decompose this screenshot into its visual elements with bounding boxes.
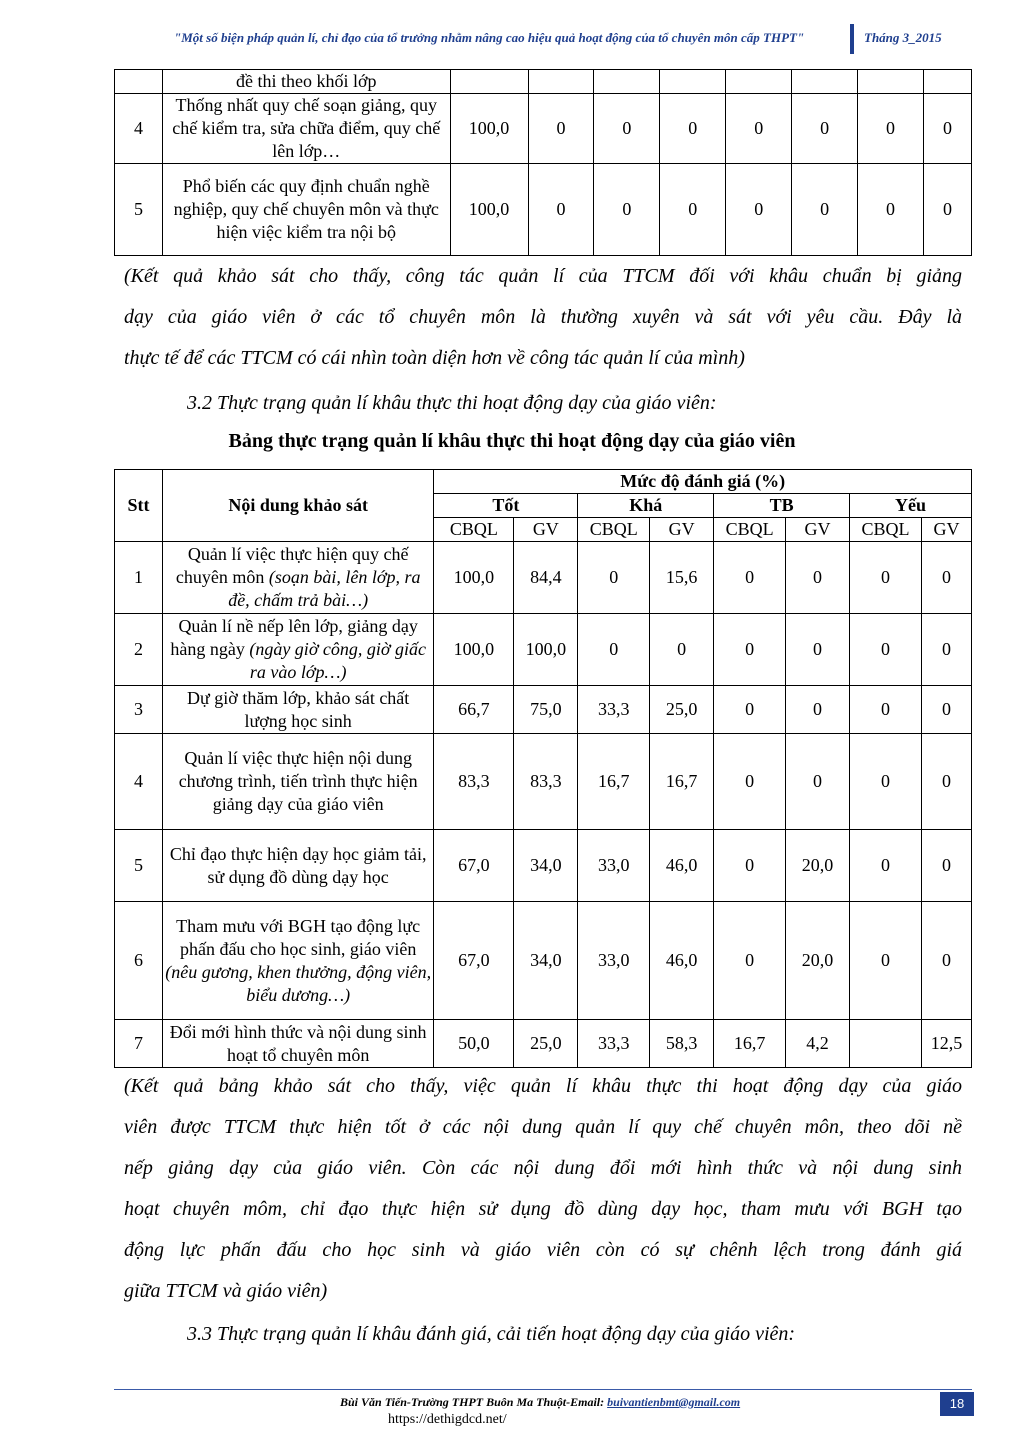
content-text: Dự giờ thăm lớp, khảo sát chất lượng học sinh [187, 687, 410, 731]
value-cell: 100,0 [450, 164, 528, 256]
value-cell: 0 [850, 734, 922, 830]
content-text: Tham mưu với BGH tạo động lực phấn đấu cho học sinh, giáo viên [176, 915, 421, 959]
value-cell: 0 [786, 542, 850, 614]
stt-cell: 5 [115, 164, 163, 256]
content-text: Quản lí nề nếp lên lớp, giảng dạy hàng ngày [170, 616, 418, 659]
value-cell: 0 [786, 614, 850, 686]
content-cell [162, 686, 433, 734]
header-sub: CBQL [434, 518, 514, 542]
header-sub: CBQL [850, 518, 922, 542]
value-cell: 0 [594, 164, 660, 256]
value-cell: 33,3 [578, 686, 650, 734]
stt-cell: 5 [115, 830, 163, 902]
value-cell: 25,0 [514, 1020, 578, 1068]
value-cell: 20,0 [786, 830, 850, 902]
value-cell: 0 [714, 686, 786, 734]
value-cell: 0 [850, 686, 922, 734]
stt-cell: 1 [115, 542, 163, 614]
value-cell: 16,7 [650, 734, 714, 830]
value-cell: 34,0 [514, 902, 578, 1020]
value-cell: 0 [650, 614, 714, 686]
value-cell: 25,0 [650, 686, 714, 734]
value-cell: 100,0 [450, 94, 528, 164]
header-sub: CBQL [578, 518, 650, 542]
value-cell: 0 [578, 614, 650, 686]
value-cell: 0 [792, 94, 858, 164]
value-cell: 0 [792, 164, 858, 256]
value-cell [923, 70, 971, 94]
value-cell [858, 70, 924, 94]
stt-cell: 2 [115, 614, 163, 686]
value-cell: 0 [850, 902, 922, 1020]
value-cell: 0 [578, 542, 650, 614]
paragraph-line: hoạt chuyên môm, chỉ đạo thực hiện sử dụng đồ dùng dạy học, tham mưu với BGH tạo [124, 1198, 962, 1220]
content-cell [162, 830, 433, 902]
paragraph-line: (Kết quả khảo sát cho thấy, công tác quản lí của TTCM đối với khâu chuẩn bị giảng [124, 265, 962, 287]
value-cell: 33,0 [578, 830, 650, 902]
value-cell: 0 [921, 686, 971, 734]
content-note: (ngày giờ công, giờ giấc ra vào lớp…) [249, 639, 427, 682]
value-cell: 0 [921, 734, 971, 830]
value-cell: 58,3 [650, 1020, 714, 1068]
stt-cell: 4 [115, 94, 163, 164]
content-cell [162, 902, 433, 1020]
paragraph-line: giữa TTCM và giáo viên) [124, 1280, 328, 1302]
value-cell: 0 [528, 164, 594, 256]
content-note: (soạn bài, lên lớp, ra đề, chấm trả bài…) [228, 567, 421, 610]
value-cell: 0 [850, 830, 922, 902]
value-cell [660, 70, 726, 94]
result-paragraph-2 [124, 1066, 962, 1312]
value-cell: 66,7 [434, 686, 514, 734]
value-cell: 100,0 [434, 542, 514, 614]
header-sub: GV [650, 518, 714, 542]
value-cell: 67,0 [434, 902, 514, 1020]
paragraph-line: động lực phấn đấu cho học sinh và giáo viên còn có sự chênh lệch trong đánh giá [124, 1239, 962, 1261]
header-stt: Stt [115, 470, 163, 542]
value-cell [726, 70, 792, 94]
content-cell: đề thi theo khối lớp [162, 70, 450, 94]
section-heading-3-3: 3.3 Thực trạng quản lí khâu đánh giá, cải tiến hoạt động dạy của giáo viên: [187, 1323, 796, 1345]
value-cell: 46,0 [650, 830, 714, 902]
value-cell: 0 [921, 830, 971, 902]
page-number: 18 [940, 1392, 974, 1416]
value-cell: 0 [923, 94, 971, 164]
value-cell: 50,0 [434, 1020, 514, 1068]
value-cell [594, 70, 660, 94]
table-row [115, 70, 972, 94]
value-cell: 100,0 [514, 614, 578, 686]
content-text: Quản lí việc thực hiện nội dung chương trình, tiến trình thực hiện giảng dạy của giáo viên [178, 748, 418, 814]
value-cell: 0 [714, 734, 786, 830]
value-cell [450, 70, 528, 94]
value-cell: 75,0 [514, 686, 578, 734]
header-level: TB [714, 494, 850, 518]
value-cell: 0 [850, 614, 922, 686]
value-cell [850, 1020, 922, 1068]
table-row [115, 902, 972, 1020]
header-level: Khá [578, 494, 714, 518]
content-cell [162, 542, 433, 614]
table-caption: Bảng thực trạng quản lí khâu thực thi hoạt động dạy của giáo viên [228, 430, 796, 452]
stt-cell [115, 70, 163, 94]
value-cell: 46,0 [650, 902, 714, 1020]
content-text: Đổi mới hình thức và nội dung sinh hoạt tổ chuyên môn [169, 1021, 427, 1065]
value-cell: 20,0 [786, 902, 850, 1020]
section-heading-3-2: 3.2 Thực trạng quản lí khâu thực thi hoạt động dạy của giáo viên: [187, 392, 717, 414]
value-cell: 16,7 [578, 734, 650, 830]
value-cell: 0 [726, 164, 792, 256]
header-separator [850, 24, 854, 54]
stt-cell: 3 [115, 686, 163, 734]
content-cell [162, 734, 433, 830]
header-rating: Mức độ đánh giá (%) [434, 470, 972, 494]
value-cell: 83,3 [434, 734, 514, 830]
value-cell: 83,3 [514, 734, 578, 830]
paragraph-line: viên được TTCM thực hiện tốt ở các nội dung quản lí quy chế chuyên môn, theo dõi nề [124, 1116, 962, 1138]
table-row [115, 94, 972, 164]
value-cell: 0 [726, 94, 792, 164]
content-text: Chỉ đạo thực hiện dạy học giảm tải, sử dụng đồ dùng dạy học [169, 843, 427, 887]
value-cell: 0 [921, 902, 971, 1020]
table-row [115, 614, 972, 686]
value-cell [528, 70, 594, 94]
content-text: Quản lí việc thực hiện quy chế chuyên môn [175, 544, 409, 587]
value-cell: 0 [786, 734, 850, 830]
table-row [115, 686, 972, 734]
value-cell: 0 [921, 542, 971, 614]
value-cell: 0 [921, 614, 971, 686]
value-cell: 0 [858, 164, 924, 256]
content-cell: Phổ biến các quy định chuẩn nghề nghiệp, quy chế chuyên môn và thực hiện việc kiểm tra nội bộ [162, 164, 450, 256]
header-sub: CBQL [714, 518, 786, 542]
paragraph-line: thực tế để các TTCM có cái nhìn toàn diện hơn về công tác quản lí của mình) [124, 347, 745, 369]
value-cell: 100,0 [434, 614, 514, 686]
paragraph-line: (Kết quả bảng khảo sát cho thấy, việc quản lí khâu thực thi hoạt động dạy của giáo [124, 1075, 962, 1097]
result-paragraph-1 [124, 256, 962, 379]
value-cell: 34,0 [514, 830, 578, 902]
table-row [115, 164, 972, 256]
footer-author [340, 1395, 740, 1410]
value-cell: 12,5 [921, 1020, 971, 1068]
page-header [114, 22, 972, 56]
value-cell: 4,2 [786, 1020, 850, 1068]
content-cell: Thống nhất quy chế soạn giảng, quy chế kiểm tra, sửa chữa điểm, quy chế lên lớp… [162, 94, 450, 164]
survey-table [114, 469, 972, 1068]
stt-cell: 7 [115, 1020, 163, 1068]
value-cell: 33,3 [578, 1020, 650, 1068]
value-cell: 0 [923, 164, 971, 256]
value-cell: 0 [660, 94, 726, 164]
source-url[interactable]: https://dethigdcd.net/ [388, 1412, 507, 1427]
table-row [115, 542, 972, 614]
value-cell [792, 70, 858, 94]
header-level: Tốt [434, 494, 578, 518]
footer-rule [114, 1389, 972, 1390]
table-row [115, 830, 972, 902]
value-cell: 0 [786, 686, 850, 734]
table-row [115, 1020, 972, 1068]
table-continued [114, 69, 972, 256]
value-cell: 84,4 [514, 542, 578, 614]
value-cell: 0 [714, 614, 786, 686]
header-sub: GV [786, 518, 850, 542]
value-cell: 0 [858, 94, 924, 164]
value-cell: 33,0 [578, 902, 650, 1020]
header-date: Tháng 3_2015 [864, 30, 942, 45]
value-cell: 67,0 [434, 830, 514, 902]
value-cell: 0 [714, 902, 786, 1020]
content-cell [162, 614, 433, 686]
footer-email-link[interactable]: buivantienbmt@gmail.com [607, 1395, 741, 1409]
header-level: Yếu [850, 494, 972, 518]
value-cell: 0 [594, 94, 660, 164]
stt-cell: 6 [115, 902, 163, 1020]
footer-author-text: Bùi Văn Tiến-Trường THPT Buôn Ma Thuột-Email: [340, 1395, 608, 1409]
content-note: (nêu gương, khen thưởng, động viên, biểu dương…) [165, 961, 432, 1005]
value-cell: 0 [850, 542, 922, 614]
header-sub: GV [921, 518, 971, 542]
header-title: "Một số biện pháp quản lí, chỉ đạo của tổ trưởng nhằm nâng cao hiệu quả hoạt động của tổ chuyên môn cấp THPT" [174, 30, 805, 45]
content-cell [162, 1020, 433, 1068]
paragraph-line: dạy của giáo viên ở các tổ chuyên môn là thường xuyên và sát với yêu cầu. Đây là [124, 306, 962, 328]
header-sub: GV [514, 518, 578, 542]
value-cell: 0 [714, 542, 786, 614]
header-content: Nội dung khảo sát [162, 470, 433, 542]
value-cell: 15,6 [650, 542, 714, 614]
table-row [115, 734, 972, 830]
value-cell: 0 [528, 94, 594, 164]
value-cell: 0 [714, 830, 786, 902]
value-cell: 16,7 [714, 1020, 786, 1068]
paragraph-line: nếp giảng dạy của giáo viên. Còn các nội dung đổi mới hình thức và nội dung sinh [124, 1157, 962, 1179]
stt-cell: 4 [115, 734, 163, 830]
value-cell: 0 [660, 164, 726, 256]
